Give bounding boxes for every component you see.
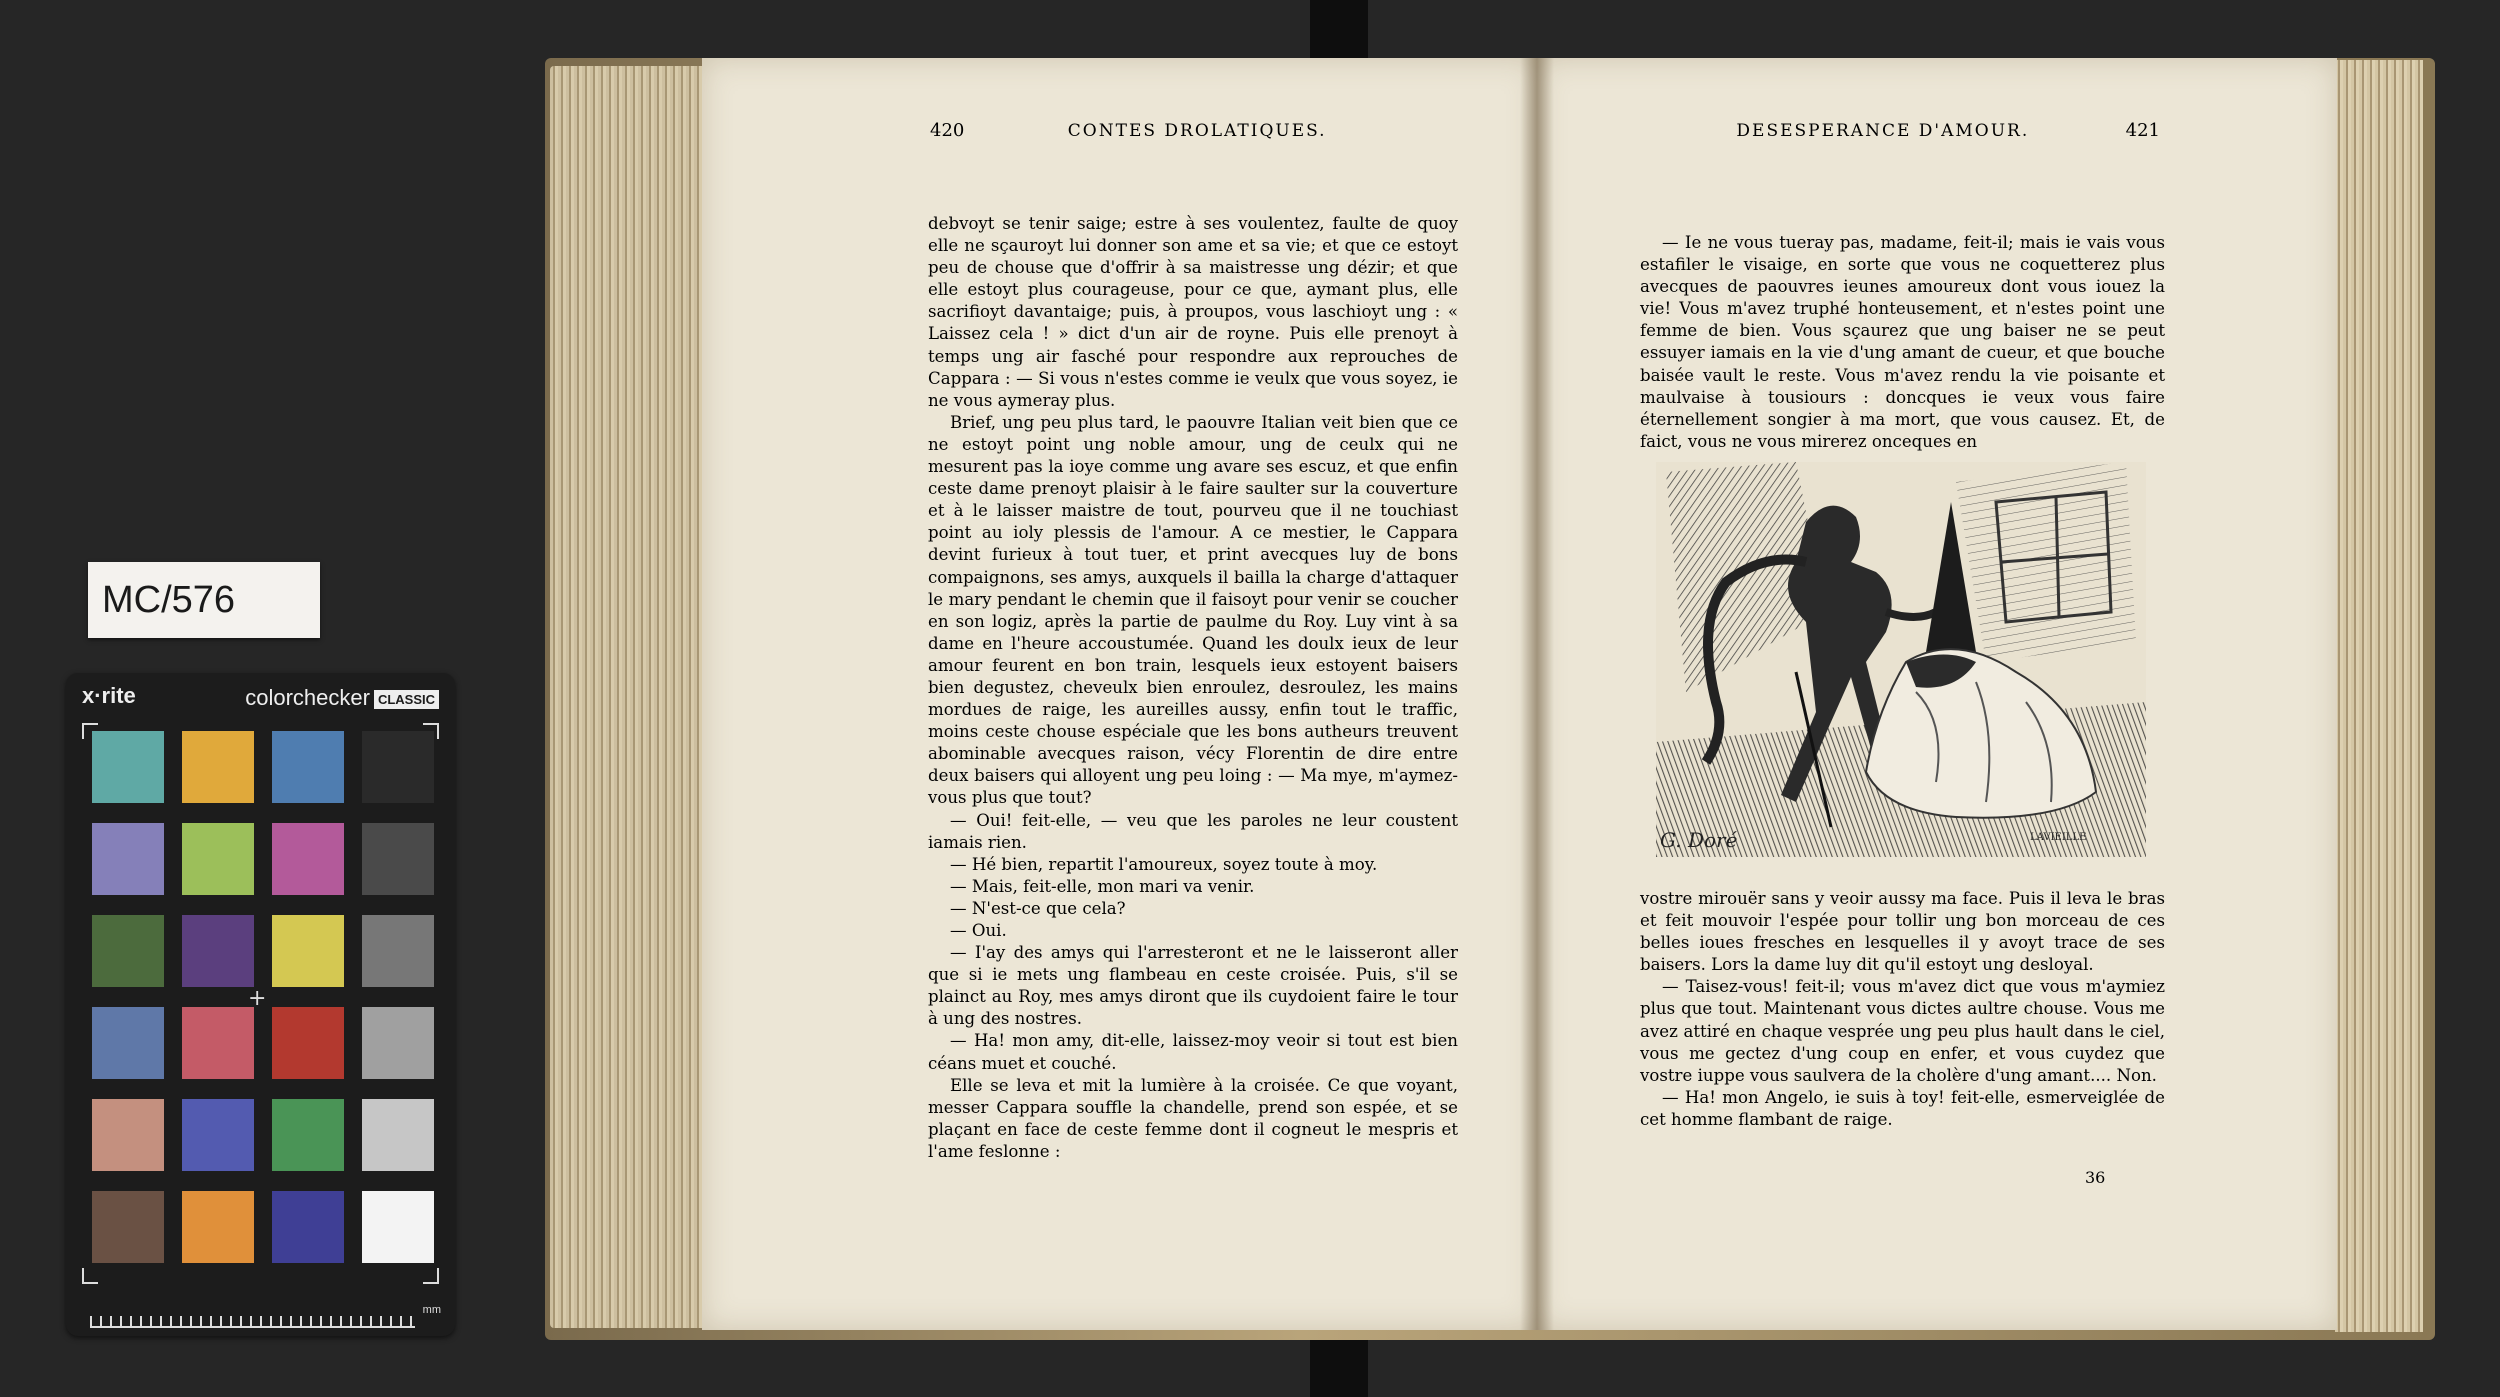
paragraph: — Ha! mon amy, dit-elle, laissez-moy veoir si tout est bien céans muet et couché. xyxy=(928,1031,1458,1073)
color-patch xyxy=(92,915,164,987)
engraver-signature: LAVIEILLE xyxy=(2030,832,2087,843)
color-patch xyxy=(182,1099,254,1171)
archive-label-text: MC/576 xyxy=(102,578,236,621)
color-patch xyxy=(362,1099,434,1171)
color-patch xyxy=(362,1191,434,1263)
engraving-illustration xyxy=(1656,462,2146,857)
color-patch xyxy=(362,731,434,803)
paragraph: — Ie ne vous tueray pas, madame, feit-il; mais ie vais vous estafiler le visaige, en sorte que vous ne coquetterez plus avecques de paouvres ieunes amoureux dont vous iouez la vie! Vous m'avez truphé honteusement, et n'estes point une femme de bien. Vous sçaurez que ung baiser ne se peut essuyer iamais en la vie d'ung amant de cueur, et que bouche baisée vault le reste. Vous m'avez rendu la vie poisante et maulvaise à tousiours : doncques ie veux vous faire éternellement songier à ma mort, que vous causez. Et, de faict, vous ne vous mirerez onceques en xyxy=(1640,233,2165,451)
colorchecker-title xyxy=(245,685,439,711)
corner-mark-icon xyxy=(82,723,98,739)
color-patch xyxy=(182,731,254,803)
color-patch xyxy=(182,915,254,987)
color-patch xyxy=(362,823,434,895)
color-patch xyxy=(362,915,434,987)
engraving-drawing xyxy=(1656,462,2146,857)
color-patch xyxy=(272,823,344,895)
corner-mark-icon xyxy=(82,1268,98,1284)
millimeter-ruler xyxy=(90,1306,415,1328)
left-page-header xyxy=(930,120,1430,141)
left-page-text xyxy=(928,213,1458,1163)
corner-mark-icon xyxy=(423,1268,439,1284)
left-running-head: CONTES DROLATIQUES. xyxy=(1067,121,1327,141)
paragraph: vostre mirouër sans y veoir aussy ma face. Puis il leva le bras et feit mouvoir l'espée pour tollir ung bon morceau de ces belles ioues fresches en lesquelles il y avoyt trace de ses baisers. Lors la dame luy dit qu'il estoyt ung desloyal. xyxy=(1640,889,2165,975)
xrite-brand-text: x·rite xyxy=(82,683,136,708)
page-stack-left xyxy=(550,66,710,1328)
page-stack-right xyxy=(2335,60,2423,1332)
right-page-header xyxy=(1640,120,2160,141)
corner-mark-icon xyxy=(423,723,439,739)
color-patch xyxy=(92,731,164,803)
color-patch xyxy=(92,1099,164,1171)
paragraph: Elle se leva et mit la lumière à la croisée. Ce que voyant, messer Cappara souffle la chandelle, prend son espée, et se plaçant en face de ceste femme dont il cogneut le mespris et l'ame feslonne : xyxy=(928,1075,1458,1161)
color-patch xyxy=(182,823,254,895)
paragraph: — Ha! mon Angelo, ie suis à toy! feit-elle, esmerveiglée de cet homme flambant de raige. xyxy=(1640,1087,2165,1129)
color-patch xyxy=(272,1099,344,1171)
book-gutter xyxy=(1520,58,1554,1330)
book-cradle-bottom xyxy=(1310,1338,1368,1397)
ruler-unit: mm xyxy=(422,1304,441,1316)
colorchecker-title-text: colorchecker xyxy=(245,685,370,710)
xrite-logo xyxy=(82,683,136,709)
color-patch xyxy=(92,823,164,895)
crosshair-icon: + xyxy=(248,986,267,1011)
archive-label xyxy=(88,562,320,638)
signature-mark: 36 xyxy=(2085,1168,2106,1187)
paragraph: — Mais, feit-elle, mon mari va venir. xyxy=(950,876,1255,896)
paragraph: — I'ay des amys qui l'arresteront et ne le laisseront aller que si ie mets ung flambeau en ceste croisée. Puis, s'il se plainct au Roy, mes amys diront que ils cuydoient faire le tour à ung des nostres. xyxy=(928,943,1458,1029)
color-patch xyxy=(272,731,344,803)
color-patch xyxy=(272,1191,344,1263)
color-patch xyxy=(92,1191,164,1263)
color-patch xyxy=(92,1007,164,1079)
color-patch xyxy=(182,1007,254,1079)
book-cradle-top xyxy=(1310,0,1368,60)
color-patch xyxy=(182,1191,254,1263)
paragraph: — Hé bien, repartit l'amoureux, soyez toute à moy. xyxy=(950,854,1378,874)
paragraph: debvoyt se tenir saige; estre à ses voulentez, faulte de quoy elle ne sçauroyt lui donner son ame et sa vie; et que ce estoyt peu de chouse que d'offrir à sa maistresse ung dézir; et que elle estoyt plus courageuse, pour ce que, aymant plus, elle sacrifioyt davantaige; puis, à proupos, vous laschioyt ung : « Laissez cela ! » dict d'un air de royne. Puis elle prenoyt à temps ung air fasché pour respondre aux reprouches de Cappara : — Si vous n'estes comme ie veulx que vous soyez, ie ne vous aymeray plus. xyxy=(928,214,1458,410)
color-patch xyxy=(272,915,344,987)
left-page-number: 420 xyxy=(930,120,965,141)
paragraph: — Oui! feit-elle, — veu que les paroles ne leur coustent iamais rien. xyxy=(928,810,1458,852)
color-patch xyxy=(362,1007,434,1079)
classic-badge: CLASSIC xyxy=(374,690,439,709)
right-page-text-top xyxy=(1640,232,2165,453)
right-page-number: 421 xyxy=(2125,120,2160,141)
right-running-head: DESESPERANCE D'AMOUR. xyxy=(1736,121,2030,141)
paragraph: — Oui. xyxy=(950,921,1007,940)
paragraph: — N'est-ce que cela? xyxy=(950,898,1126,918)
right-page-text-bottom xyxy=(1640,888,2165,1131)
paragraph: Brief, ung peu plus tard, le paouvre Italian veit bien que ce ne estoyt point ung noble amour, ung de ceulx qui ne mesurent pas la ioye comme ung avare ses escuz, et que enfin ceste dame prenoyt plaisir à le faire saulter sur la couverture et à le laisser maistre de tout, pourveu que il ne touchiast point au ioly plessis de l'amour. A ce mestier, le Cappara devint furieux à tout tuer, et print avecques luy de bons compaignons, ses amys, auxquels il bailla la charge d'attaquer le mary pendant le chemin que il faisoyt pour venir se coucher en son logiz, après la partie de paulme du Roy. Luy vint à sa dame en l'heure accoustumée. Quand les doulx ieux de leur amour feurent en bon train, lesquels ieux estoyent baisers bien degustez, cheveulx bien enroulez, desroulez, les mains mordues de raige, les aureilles aussy, enfin tout le traffic, moins ceste chouse espéciale que les bons autheurs treuvent abominable avecques raison, vécy Florentin de dire entre deux baisers qui alloyent ung peu loing : — Ma mye, m'aymez-vous plus que tout? xyxy=(928,412,1458,808)
artist-signature: G. Doré xyxy=(1660,828,1738,852)
color-patch xyxy=(272,1007,344,1079)
color-checker-card xyxy=(66,673,455,1336)
paragraph: — Taisez-vous! feit-il; vous m'avez dict que vous m'aymiez plus que tout. Maintenant vous dictes aultre chouse. Vous me avez attiré en chaque vesprée ung peu plus hault dans le ciel, vous me gectez d'ung coup en enfer, et vous cuydez que vostre iuppe vous saulvera de la cholère d'ung amant.... Non. xyxy=(1640,977,2165,1085)
